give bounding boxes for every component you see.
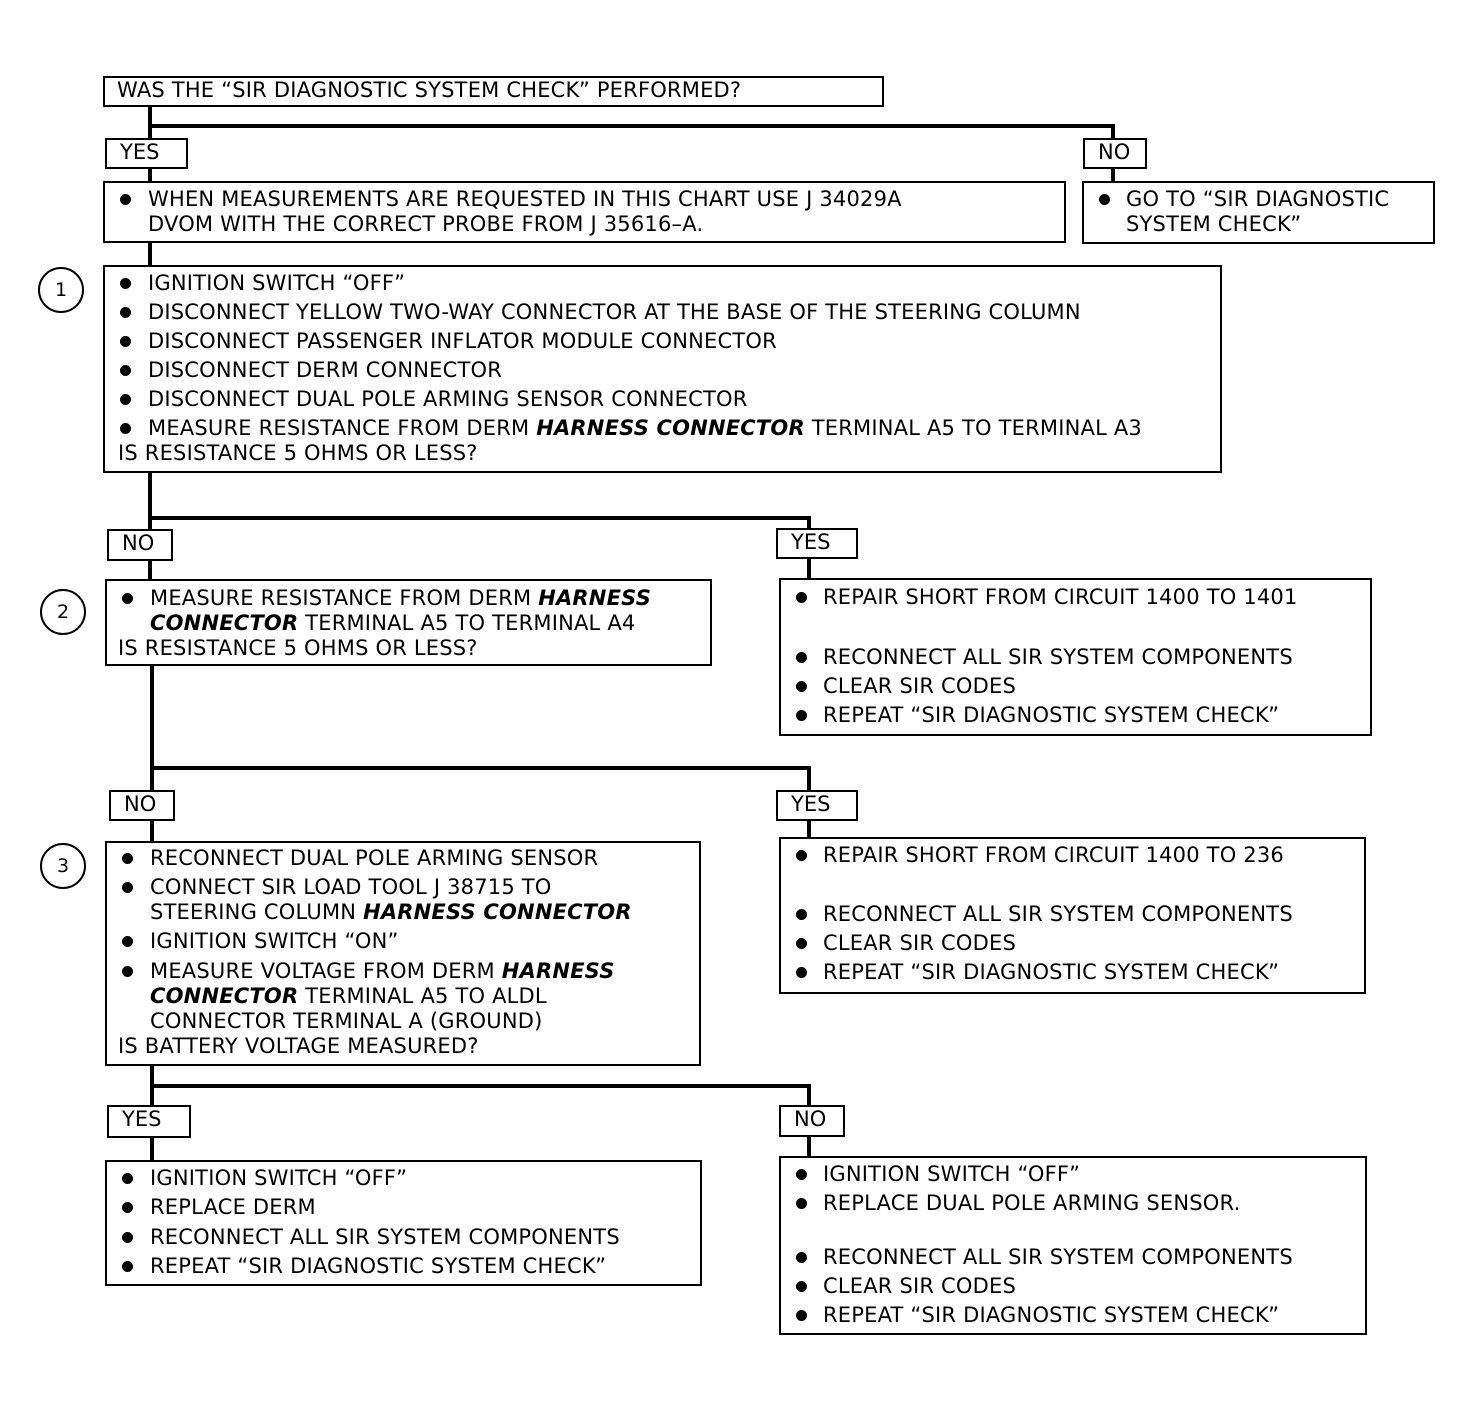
- step1-question: IS RESISTANCE 5 OHMS OR LESS?: [118, 441, 478, 465]
- bullet-icon: [122, 936, 133, 947]
- instruction-line: WHEN MEASUREMENTS ARE REQUESTED IN THIS CHART USE J 34029A: [148, 187, 902, 211]
- connector-line: [807, 1136, 811, 1157]
- measure-text: MEASURE RESISTANCE FROM DERM: [150, 586, 539, 610]
- step1-item: IGNITION SWITCH “OFF”: [148, 271, 406, 295]
- no-label: NO: [109, 790, 175, 821]
- repair-item: REPAIR SHORT FROM CIRCUIT 1400 TO 1401: [823, 585, 1298, 609]
- step1-measure: [148, 416, 1142, 440]
- bullet-icon: [1099, 194, 1110, 205]
- step2-line: [150, 586, 651, 610]
- connector-line: [1111, 168, 1115, 182]
- bullet-icon: [120, 394, 131, 405]
- step3-item-cont: [150, 984, 547, 1008]
- connector-emphasis: CONNECTOR: [150, 611, 299, 635]
- connector-line: [150, 664, 154, 791]
- connector-line: [148, 472, 152, 530]
- repair-item: REPAIR SHORT FROM CIRCUIT 1400 TO 236: [823, 843, 1284, 867]
- action-item: CLEAR SIR CODES: [823, 1274, 1017, 1298]
- step3-question: IS BATTERY VOLTAGE MEASURED?: [118, 1034, 479, 1058]
- repair-item: REPEAT “SIR DIAGNOSTIC SYSTEM CHECK”: [823, 960, 1280, 984]
- item-text: STEERING COLUMN: [150, 900, 364, 924]
- repair-item: REPEAT “SIR DIAGNOSTIC SYSTEM CHECK”: [823, 703, 1280, 727]
- no-label: NO: [1083, 138, 1147, 169]
- harness-connector-emphasis: HARNESS CONNECTOR: [363, 900, 632, 924]
- yes-label: YES: [105, 138, 188, 169]
- connector-line: [148, 242, 152, 266]
- step-number-badge: 3: [40, 843, 86, 889]
- bullet-icon: [120, 307, 131, 318]
- bullet-icon: [122, 1261, 133, 1272]
- bullet-icon: [796, 681, 807, 692]
- instruction-line: GO TO “SIR DIAGNOSTIC: [1126, 187, 1390, 211]
- connector-line: [807, 558, 811, 579]
- harness-emphasis: HARNESS: [501, 959, 615, 983]
- step-number-badge: 1: [38, 267, 84, 313]
- connector-line: [150, 1137, 154, 1161]
- bullet-icon: [122, 1173, 133, 1184]
- action-item: REPEAT “SIR DIAGNOSTIC SYSTEM CHECK”: [150, 1254, 607, 1278]
- bullet-icon: [796, 1310, 807, 1321]
- bullet-icon: [122, 1202, 133, 1213]
- action-item: RECONNECT ALL SIR SYSTEM COMPONENTS: [150, 1225, 620, 1249]
- step1-item: DISCONNECT DERM CONNECTOR: [148, 358, 503, 382]
- bullet-icon: [796, 1252, 807, 1263]
- bullet-icon: [122, 593, 133, 604]
- connector-line: [807, 1084, 811, 1106]
- instruction-line: DVOM WITH THE CORRECT PROBE FROM J 35616–A.: [148, 212, 704, 236]
- step-number-badge: 2: [40, 589, 86, 635]
- action-item: RECONNECT ALL SIR SYSTEM COMPONENTS: [823, 1245, 1293, 1269]
- no-label: NO: [107, 529, 173, 561]
- harness-connector-emphasis: HARNESS CONNECTOR: [536, 416, 805, 440]
- step1-item: DISCONNECT DUAL POLE ARMING SENSOR CONNECTOR: [148, 387, 748, 411]
- yes-label: YES: [776, 528, 858, 559]
- question-text: WAS THE “SIR DIAGNOSTIC SYSTEM CHECK” PERFORMED?: [117, 78, 742, 102]
- yes-label: YES: [776, 790, 858, 821]
- repair-item: CLEAR SIR CODES: [823, 674, 1017, 698]
- bullet-icon: [796, 1281, 807, 1292]
- instruction-line: SYSTEM CHECK”: [1126, 212, 1302, 236]
- step3-item: CONNECT SIR LOAD TOOL J 38715 TO: [150, 875, 552, 899]
- repair-item: RECONNECT ALL SIR SYSTEM COMPONENTS: [823, 645, 1293, 669]
- bullet-icon: [120, 336, 131, 347]
- connector-line: [807, 820, 811, 838]
- connector-line: [148, 516, 811, 520]
- bullet-icon: [122, 853, 133, 864]
- bullet-icon: [120, 365, 131, 376]
- item-text: MEASURE VOLTAGE FROM DERM: [150, 959, 502, 983]
- connector-line: [150, 820, 154, 842]
- connector-line: [148, 168, 152, 182]
- action-item: REPLACE DUAL POLE ARMING SENSOR.: [823, 1191, 1241, 1215]
- bullet-icon: [120, 194, 131, 205]
- item-text: TERMINAL A5 TO ALDL: [298, 984, 547, 1008]
- step1-item: DISCONNECT YELLOW TWO-WAY CONNECTOR AT THE BASE OF THE STEERING COLUMN: [148, 300, 1081, 324]
- bullet-icon: [120, 278, 131, 289]
- action-item: REPLACE DERM: [150, 1195, 316, 1219]
- bullet-icon: [796, 592, 807, 603]
- bullet-icon: [796, 1169, 807, 1180]
- bullet-icon: [796, 710, 807, 721]
- action-item: REPEAT “SIR DIAGNOSTIC SYSTEM CHECK”: [823, 1303, 1280, 1327]
- bullet-icon: [122, 1232, 133, 1243]
- step3-item-cont: [150, 900, 632, 924]
- connector-line: [150, 766, 811, 770]
- step3-item: RECONNECT DUAL POLE ARMING SENSOR: [150, 846, 599, 870]
- measure-text: TERMINAL A5 TO TERMINAL A3: [804, 416, 1142, 440]
- connector-line: [150, 1084, 811, 1088]
- bullet-icon: [796, 967, 807, 978]
- action-item: IGNITION SWITCH “OFF”: [823, 1162, 1081, 1186]
- step3-item: [150, 959, 615, 983]
- connector-line: [148, 106, 152, 138]
- step3-item-cont: CONNECTOR TERMINAL A (GROUND): [150, 1009, 543, 1033]
- measure-text: TERMINAL A5 TO TERMINAL A4: [298, 611, 636, 635]
- bullet-icon: [796, 938, 807, 949]
- yes-label: YES: [107, 1105, 191, 1138]
- step3-item: IGNITION SWITCH “ON”: [150, 929, 399, 953]
- bullet-icon: [796, 652, 807, 663]
- step2-question: IS RESISTANCE 5 OHMS OR LESS?: [118, 636, 478, 660]
- bullet-icon: [796, 909, 807, 920]
- bullet-icon: [796, 850, 807, 861]
- repair-item: RECONNECT ALL SIR SYSTEM COMPONENTS: [823, 902, 1293, 926]
- bullet-icon: [122, 882, 133, 893]
- connector-line: [1111, 124, 1115, 138]
- bullet-icon: [796, 1198, 807, 1209]
- step2-line: [150, 611, 635, 635]
- bullet-icon: [122, 966, 133, 977]
- connector-line: [807, 766, 811, 791]
- step1-item: DISCONNECT PASSENGER INFLATOR MODULE CONNECTOR: [148, 329, 777, 353]
- no-label: NO: [779, 1105, 845, 1137]
- connector-line: [148, 560, 152, 580]
- connector-emphasis: CONNECTOR: [150, 984, 299, 1008]
- measure-text: MEASURE RESISTANCE FROM DERM: [148, 416, 537, 440]
- repair-item: CLEAR SIR CODES: [823, 931, 1017, 955]
- action-item: IGNITION SWITCH “OFF”: [150, 1166, 408, 1190]
- connector-line: [148, 124, 1115, 128]
- harness-emphasis: HARNESS: [538, 586, 652, 610]
- bullet-icon: [120, 423, 131, 434]
